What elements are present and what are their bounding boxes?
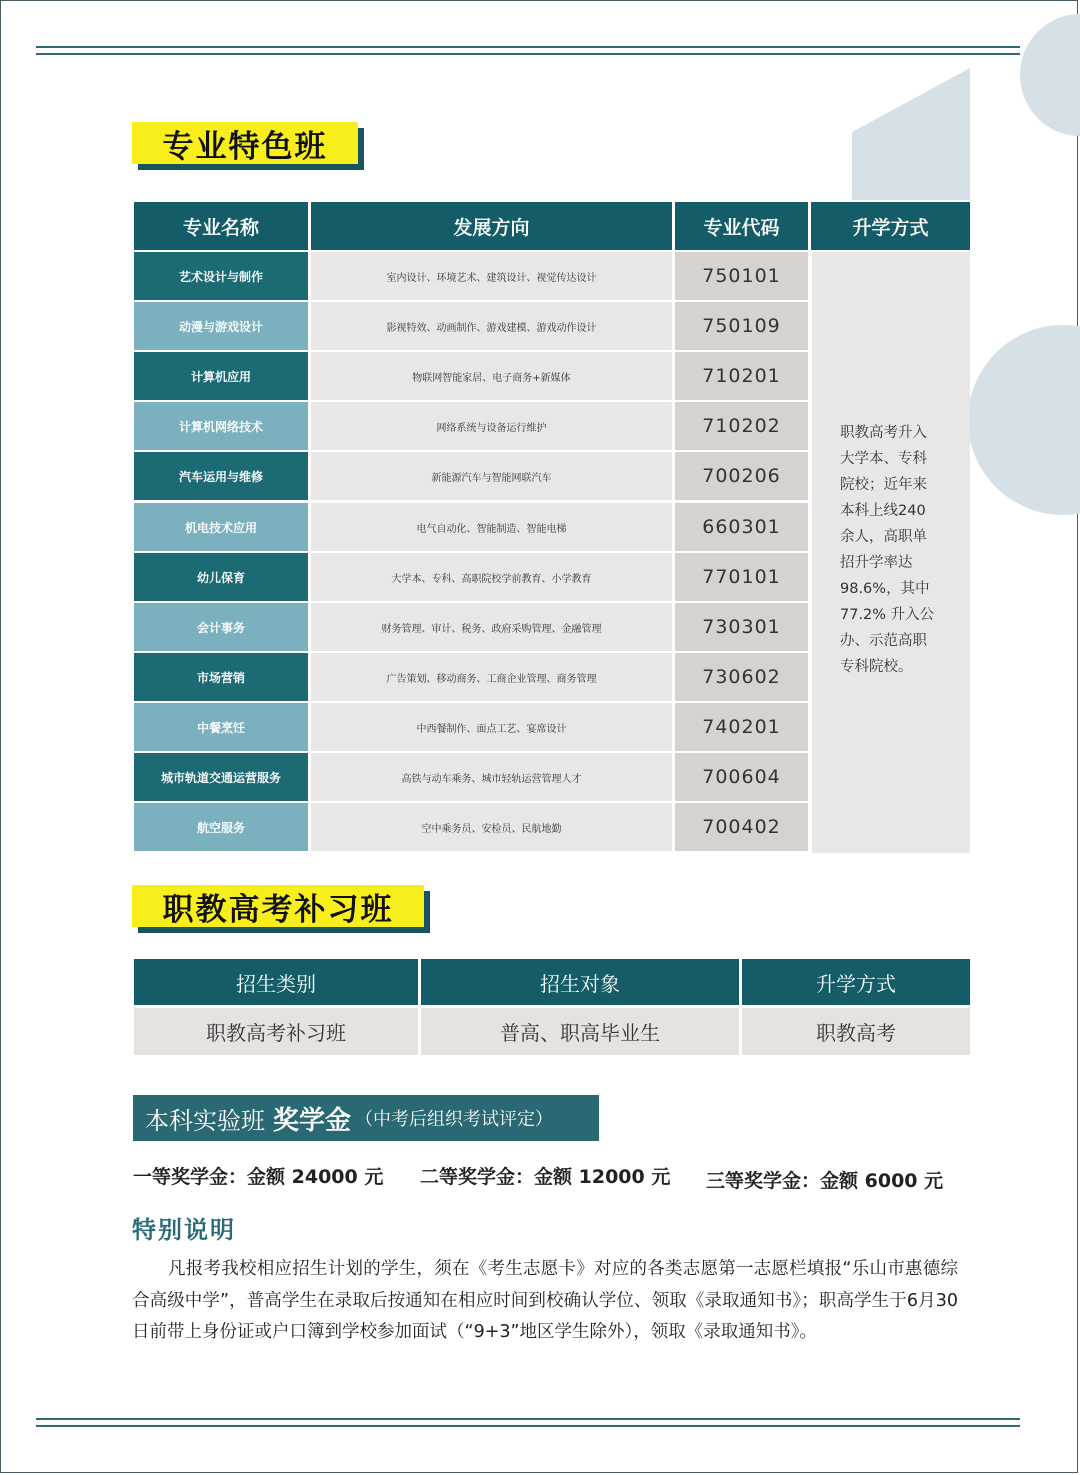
prize-amount: ：金额 12000 元 <box>515 1166 671 1188</box>
t2-value-category: 职教高考补习班 <box>134 1008 418 1055</box>
section-title-text: 专业特色班 <box>132 122 358 164</box>
section-title-text: 职教高考补习班 <box>132 885 424 927</box>
major-name-cell: 航空服务 <box>134 803 308 851</box>
prize-label: 一等奖学金 <box>133 1166 229 1188</box>
major-name-cell: 中餐烹饪 <box>134 703 308 751</box>
major-name-cell: 机电技术应用 <box>134 503 308 551</box>
method-line: 余人，高职单 <box>840 529 927 545</box>
method-line: 98.6%，其中 <box>840 581 930 597</box>
direction-cell: 高铁与动车乘务、城市轻轨运营管理人才 <box>311 753 672 801</box>
top-rule <box>36 46 1020 48</box>
major-name-cell: 计算机应用 <box>134 352 308 400</box>
code-cell: 770101 <box>675 553 808 601</box>
method-text <box>840 420 940 680</box>
direction-cell: 广告策划、移动商务、工商企业管理、商务管理 <box>311 653 672 701</box>
major-name-cell: 会计事务 <box>134 603 308 651</box>
prize-amount: ：金额 6000 元 <box>801 1170 944 1192</box>
code-cell: 750109 <box>675 302 808 350</box>
direction-cell: 网络系统与设备运行维护 <box>311 402 672 450</box>
direction-cell: 空中乘务员、安检员、民航地勤 <box>311 803 672 851</box>
decor-shape <box>852 68 970 200</box>
direction-cell: 大学本、专科、高职院校学前教育、小学教育 <box>311 553 672 601</box>
method-line: 77.2% 升入公 <box>840 607 935 623</box>
t2-value-target: 普高、职高毕业生 <box>421 1008 739 1055</box>
code-cell: 710201 <box>675 352 808 400</box>
decor-circle <box>1020 14 1080 136</box>
method-line: 办、示范高职 <box>840 633 927 649</box>
method-line: 院校；近年来 <box>840 477 927 493</box>
method-line: 职教高考升入 <box>840 425 927 441</box>
t2-header-method: 升学方式 <box>742 959 970 1005</box>
direction-cell: 新能源汽车与智能网联汽车 <box>311 452 672 500</box>
direction-cell: 财务管理、审计、税务、政府采购管理、金融管理 <box>311 603 672 651</box>
prize-second <box>420 1162 670 1189</box>
decor-circle <box>968 325 1080 515</box>
method-line: 招升学率达 <box>840 555 913 571</box>
top-rule <box>36 53 1020 55</box>
major-name-cell: 市场营销 <box>134 653 308 701</box>
header-direction: 发展方向 <box>311 202 672 250</box>
code-cell: 740201 <box>675 703 808 751</box>
major-name-cell: 计算机网络技术 <box>134 402 308 450</box>
bottom-rule <box>36 1425 1020 1427</box>
direction-cell: 影视特效、动画制作、游戏建模、游戏动作设计 <box>311 302 672 350</box>
bottom-rule <box>36 1418 1020 1420</box>
code-cell: 710202 <box>675 402 808 450</box>
major-name-cell: 汽车运用与维修 <box>134 452 308 500</box>
major-name-cell: 幼儿保育 <box>134 553 308 601</box>
note-body: 凡报考我校相应招生计划的学生，须在《考生志愿卡》对应的各类志愿第一志愿栏填报“乐山市惠德综合高级中学”，普高学生在录取后按通知在相应时间到校确认学位、领取《录取通知书》；职高学生于6月30日前带上身份证或户口簿到学校参加面试（“9+3”地区学生除外），领取《录取通知书》。 <box>132 1259 958 1342</box>
direction-cell: 电气自动化、智能制造、智能电梯 <box>311 503 672 551</box>
prize-label: 三等奖学金 <box>706 1170 802 1192</box>
code-cell: 700604 <box>675 753 808 801</box>
code-cell: 700402 <box>675 803 808 851</box>
scholarship-banner <box>133 1095 599 1141</box>
major-name-cell: 艺术设计与制作 <box>134 252 308 300</box>
method-line: 本科上线240 <box>840 503 926 519</box>
code-cell: 750101 <box>675 252 808 300</box>
prize-label: 二等奖学金 <box>420 1166 516 1188</box>
method-line: 专科院校。 <box>840 659 913 675</box>
t2-header-target: 招生对象 <box>421 959 739 1005</box>
code-cell: 660301 <box>675 503 808 551</box>
code-cell: 700206 <box>675 452 808 500</box>
direction-cell: 物联网智能家居、电子商务+新媒体 <box>311 352 672 400</box>
direction-cell: 室内设计、环境艺术、建筑设计、视觉传达设计 <box>311 252 672 300</box>
header-major-name: 专业名称 <box>134 202 308 250</box>
banner-scholarship: 奖学金 <box>273 1105 352 1136</box>
code-cell: 730602 <box>675 653 808 701</box>
header-method: 升学方式 <box>811 202 970 250</box>
method-line: 大学本、专科 <box>840 451 927 467</box>
header-code: 专业代码 <box>675 202 808 250</box>
prize-third <box>706 1166 943 1193</box>
prize-amount: ：金额 24000 元 <box>228 1166 384 1188</box>
direction-cell: 中西餐制作、面点工艺、宴席设计 <box>311 703 672 751</box>
t2-header-category: 招生类别 <box>134 959 418 1005</box>
t2-value-method: 职教高考 <box>742 1008 970 1055</box>
section-title-tutoring <box>132 885 424 927</box>
note-title: 特别说明 <box>132 1216 236 1244</box>
major-name-cell: 城市轨道交通运营服务 <box>134 753 308 801</box>
banner-note: （中考后组织考试评定） <box>355 1109 554 1130</box>
section-title-specialty <box>132 122 358 164</box>
prize-first <box>133 1162 383 1189</box>
major-name-cell: 动漫与游戏设计 <box>134 302 308 350</box>
code-cell: 730301 <box>675 603 808 651</box>
banner-class-name: 本科实验班 <box>145 1106 265 1135</box>
